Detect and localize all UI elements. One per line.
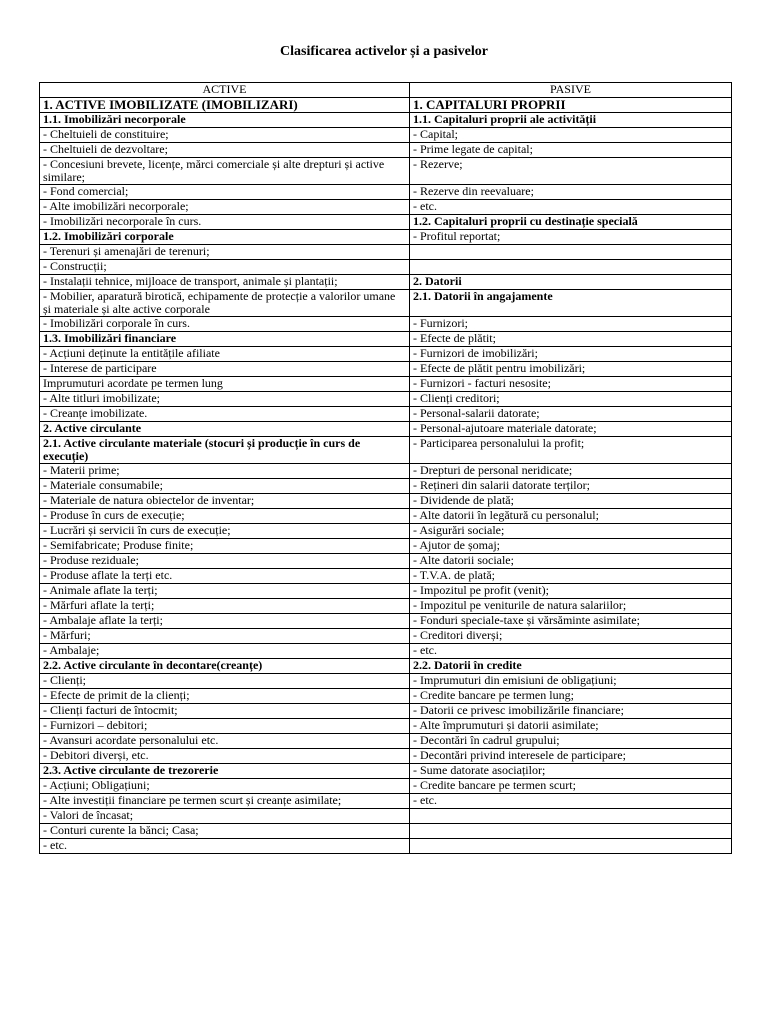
- active-cell: - Materiale de natura obiectelor de inventar;: [40, 494, 410, 509]
- pasive-cell: - Decontări în cadrul grupului;: [410, 734, 732, 749]
- active-cell: - Acțiuni deținute la entitățile afiliate: [40, 347, 410, 362]
- table-row: [40, 98, 732, 113]
- active-cell: - Ambalaje;: [40, 644, 410, 659]
- pasive-cell: - Dividende de plată;: [410, 494, 732, 509]
- pasive-cell: - Personal-ajutoare materiale datorate;: [410, 422, 732, 437]
- active-cell: - Construcții;: [40, 260, 410, 275]
- pasive-cell: - Efecte de plătit;: [410, 332, 732, 347]
- pasive-cell: - Credite bancare pe termen lung;: [410, 689, 732, 704]
- table-row: [40, 539, 732, 554]
- active-cell: - Semifabricate; Produse finite;: [40, 539, 410, 554]
- active-cell: Imprumuturi acordate pe termen lung: [40, 377, 410, 392]
- table-row: [40, 734, 732, 749]
- pasive-cell: [410, 245, 732, 260]
- pasive-cell: [410, 809, 732, 824]
- header-active: ACTIVE: [40, 83, 410, 98]
- table-row: [40, 644, 732, 659]
- active-cell: 2.3. Active circulante de trezorerie: [40, 764, 410, 779]
- pasive-cell: - etc.: [410, 200, 732, 215]
- table-header-row: [40, 83, 732, 98]
- pasive-cell: - etc.: [410, 794, 732, 809]
- pasive-cell: - Fonduri speciale-taxe și vărsăminte asimilate;: [410, 614, 732, 629]
- table-row: [40, 377, 732, 392]
- pasive-cell: - Ajutor de șomaj;: [410, 539, 732, 554]
- pasive-cell: - Rezerve;: [410, 158, 732, 185]
- pasive-cell: - Rezerve din reevaluare;: [410, 185, 732, 200]
- table-row: [40, 599, 732, 614]
- pasive-cell: - Rețineri din salarii datorate terților;: [410, 479, 732, 494]
- active-cell: - Produse reziduale;: [40, 554, 410, 569]
- active-cell: 1.1. Imobilizări necorporale: [40, 113, 410, 128]
- pasive-cell: 1. CAPITALURI PROPRII: [410, 98, 732, 113]
- active-cell: - Efecte de primit de la clienți;: [40, 689, 410, 704]
- pasive-cell: - Sume datorate asociaților;: [410, 764, 732, 779]
- table-row: [40, 674, 732, 689]
- active-cell: - Imobilizări necorporale în curs.: [40, 215, 410, 230]
- table-row: [40, 629, 732, 644]
- active-cell: - Conturi curente la bănci; Casa;: [40, 824, 410, 839]
- active-cell: - Animale aflate la terți;: [40, 584, 410, 599]
- table-row: [40, 704, 732, 719]
- pasive-cell: - Furnizori;: [410, 317, 732, 332]
- active-cell: - Fond comercial;: [40, 185, 410, 200]
- pasive-cell: - Capital;: [410, 128, 732, 143]
- table-row: [40, 200, 732, 215]
- table-row: [40, 659, 732, 674]
- active-cell: - Mobilier, aparatură birotică, echipamente de protecție a valorilor umane și materiale și alte active corporale: [40, 290, 410, 317]
- table-row: [40, 332, 732, 347]
- table-row: [40, 764, 732, 779]
- pasive-cell: - Asigurări sociale;: [410, 524, 732, 539]
- table-row: [40, 260, 732, 275]
- active-cell: 1.3. Imobilizări financiare: [40, 332, 410, 347]
- pasive-cell: - Drepturi de personal neridicate;: [410, 464, 732, 479]
- pasive-cell: [410, 839, 732, 854]
- active-cell: - Alte titluri imobilizate;: [40, 392, 410, 407]
- active-cell: - Materii prime;: [40, 464, 410, 479]
- pasive-cell: - Prime legate de capital;: [410, 143, 732, 158]
- active-cell: - Cheltuieli de dezvoltare;: [40, 143, 410, 158]
- table-row: [40, 143, 732, 158]
- table-body: [40, 98, 732, 854]
- pasive-cell: 1.1. Capitaluri proprii ale activității: [410, 113, 732, 128]
- table-row: [40, 494, 732, 509]
- pasive-cell: 2.1. Datorii în angajamente: [410, 290, 732, 317]
- active-cell: - Produse aflate la terți etc.: [40, 569, 410, 584]
- active-cell: - Furnizori – debitori;: [40, 719, 410, 734]
- pasive-cell: [410, 824, 732, 839]
- table-row: [40, 779, 732, 794]
- table-row: [40, 839, 732, 854]
- active-cell: - Creanțe imobilizate.: [40, 407, 410, 422]
- table-row: [40, 422, 732, 437]
- active-cell: 2.1. Active circulante materiale (stocuri și producție în curs de execuție): [40, 437, 410, 464]
- pasive-cell: - Datorii ce privesc imobilizările financiare;: [410, 704, 732, 719]
- table-row: [40, 749, 732, 764]
- pasive-cell: - Alte împrumuturi și datorii asimilate;: [410, 719, 732, 734]
- active-cell: - Valori de încasat;: [40, 809, 410, 824]
- pasive-cell: 2.2. Datorii în credite: [410, 659, 732, 674]
- pasive-cell: - Efecte de plătit pentru imobilizări;: [410, 362, 732, 377]
- pasive-cell: - Impozitul pe veniturile de natura salariilor;: [410, 599, 732, 614]
- active-cell: - Lucrări și servicii în curs de execuție;: [40, 524, 410, 539]
- pasive-cell: - Credite bancare pe termen scurt;: [410, 779, 732, 794]
- table-row: [40, 479, 732, 494]
- table-row: [40, 719, 732, 734]
- active-cell: - Instalații tehnice, mijloace de transport, animale și plantații;: [40, 275, 410, 290]
- header-pasive: PASIVE: [410, 83, 732, 98]
- active-cell: 1.2. Imobilizări corporale: [40, 230, 410, 245]
- table-row: [40, 509, 732, 524]
- table-row: [40, 317, 732, 332]
- pasive-cell: - Alte datorii sociale;: [410, 554, 732, 569]
- table-row: [40, 614, 732, 629]
- table-row: [40, 290, 732, 317]
- active-cell: - Mărfuri aflate la terți;: [40, 599, 410, 614]
- active-cell: - Debitori diverși, etc.: [40, 749, 410, 764]
- pasive-cell: - Participarea personalului la profit;: [410, 437, 732, 464]
- active-cell: - Interese de participare: [40, 362, 410, 377]
- pasive-cell: - Imprumuturi din emisiuni de obligațiuni;: [410, 674, 732, 689]
- active-cell: 2.2. Active circulante în decontare(creanțe): [40, 659, 410, 674]
- table-row: [40, 809, 732, 824]
- active-cell: - Cheltuieli de constituire;: [40, 128, 410, 143]
- page-title: Clasificarea activelor și a pasivelor: [280, 44, 488, 59]
- active-cell: - Concesiuni brevete, licențe, mărci comerciale și alte drepturi și active similare;: [40, 158, 410, 185]
- table-row: [40, 362, 732, 377]
- pasive-cell: - Clienți creditori;: [410, 392, 732, 407]
- active-cell: 1. ACTIVE IMOBILIZATE (IMOBILIZARI): [40, 98, 410, 113]
- active-cell: - Alte investiții financiare pe termen scurt și creanțe asimilate;: [40, 794, 410, 809]
- active-cell: - Clienți facturi de întocmit;: [40, 704, 410, 719]
- table-row: [40, 230, 732, 245]
- table-row: [40, 524, 732, 539]
- active-cell: - etc.: [40, 839, 410, 854]
- pasive-cell: - Furnizori - facturi nesosite;: [410, 377, 732, 392]
- table-row: [40, 794, 732, 809]
- table-row: [40, 569, 732, 584]
- table-row: [40, 407, 732, 422]
- pasive-cell: - Decontări privind interesele de participare;: [410, 749, 732, 764]
- table-row: [40, 584, 732, 599]
- table-row: [40, 554, 732, 569]
- table-row: [40, 158, 732, 185]
- active-cell: - Terenuri și amenajări de terenuri;: [40, 245, 410, 260]
- active-cell: - Mărfuri;: [40, 629, 410, 644]
- table-row: [40, 464, 732, 479]
- table-row: [40, 113, 732, 128]
- pasive-cell: - Profitul reportat;: [410, 230, 732, 245]
- active-cell: - Produse în curs de execuție;: [40, 509, 410, 524]
- active-cell: - Clienți;: [40, 674, 410, 689]
- pasive-cell: - Impozitul pe profit (venit);: [410, 584, 732, 599]
- table-row: [40, 215, 732, 230]
- pasive-cell: - T.V.A. de plată;: [410, 569, 732, 584]
- table-row: [40, 245, 732, 260]
- pasive-cell: [410, 260, 732, 275]
- table-row: [40, 128, 732, 143]
- active-cell: - Acțiuni; Obligațiuni;: [40, 779, 410, 794]
- pasive-cell: 1.2. Capitaluri proprii cu destinație specială: [410, 215, 732, 230]
- pasive-cell: - Furnizori de imobilizări;: [410, 347, 732, 362]
- table-row: [40, 437, 732, 464]
- table-row: [40, 185, 732, 200]
- active-cell: - Imobilizări corporale în curs.: [40, 317, 410, 332]
- pasive-cell: - Alte datorii în legătură cu personalul;: [410, 509, 732, 524]
- pasive-cell: - Personal-salarii datorate;: [410, 407, 732, 422]
- classification-table: [39, 82, 732, 854]
- table-row: [40, 275, 732, 290]
- active-cell: - Avansuri acordate personalului etc.: [40, 734, 410, 749]
- active-cell: - Alte imobilizări necorporale;: [40, 200, 410, 215]
- pasive-cell: 2. Datorii: [410, 275, 732, 290]
- active-cell: - Ambalaje aflate la terți;: [40, 614, 410, 629]
- table-row: [40, 347, 732, 362]
- pasive-cell: - etc.: [410, 644, 732, 659]
- pasive-cell: - Creditori diverși;: [410, 629, 732, 644]
- active-cell: 2. Active circulante: [40, 422, 410, 437]
- table-row: [40, 689, 732, 704]
- table-row: [40, 392, 732, 407]
- active-cell: - Materiale consumabile;: [40, 479, 410, 494]
- table-row: [40, 824, 732, 839]
